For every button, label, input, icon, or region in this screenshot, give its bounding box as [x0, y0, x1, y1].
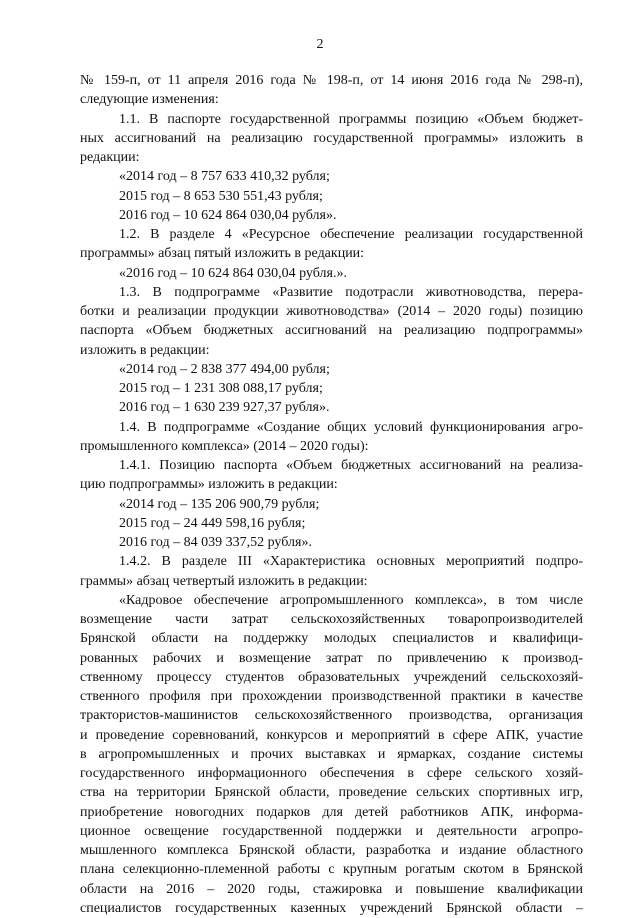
text-line: «2014 год – 135 206 900,79 рубля;	[119, 496, 320, 512]
text-line: 2016 год – 10 624 864 030,04 рубля».	[119, 207, 337, 223]
text-line: 2016 год – 1 630 239 927,37 рубля».	[119, 400, 330, 416]
document-body	[80, 71, 583, 918]
text-line: ных ассигнований на реализацию государственной программы» изложить в	[80, 130, 583, 146]
text-line: ства на территории Брянской области, проведение сельских спортивных игр,	[80, 785, 583, 801]
text-line: плана селекционно-племенной работы с крупным рогатым скотом в Брянской	[80, 862, 583, 878]
text-line: 1.3. В подпрограмме «Развитие подотрасли животноводства, перера-	[119, 284, 583, 300]
text-line: рованных рабочих и возмещение затрат по привлечению к производ-	[80, 650, 583, 666]
text-line: 1.4.1. Позицию паспорта «Объем бюджетных ассигнований на реализа-	[119, 458, 583, 473]
text-line: промышленного комплекса» (2014 – 2020 годы):	[80, 438, 369, 454]
text-line: ционное освещение государственной поддержки и деятельности агропро-	[80, 823, 583, 839]
text-line: программы» абзац пятый изложить в редакции:	[80, 246, 365, 262]
text-line: мышленного комплекса Брянской области, разработка и издание областного	[80, 843, 583, 858]
text-line: 1.4.2. В разделе III «Характеристика основных мероприятий подпро-	[119, 554, 583, 570]
text-line: ственному процессу студентов образовательных учреждений сельскохозяй-	[80, 669, 583, 685]
text-line: области на 2016 – 2020 годы, стажировка и повышение квалификации	[80, 881, 583, 897]
text-line: 2015 год – 8 653 530 551,43 рубля;	[119, 188, 323, 204]
text-line: возмещение части затрат сельскохозяйственных товаропроизводителей	[80, 612, 583, 627]
text-line: 1.1. В паспорте государственной программы позицию «Объем бюджет-	[119, 111, 583, 127]
text-line: Брянской области на поддержку молодых специалистов и квалифици-	[80, 631, 583, 647]
text-line: изложить в редакции:	[80, 342, 210, 358]
text-line: № 159-п, от 11 апреля 2016 года № 198-п, от 14 июня 2016 года № 298-п),	[80, 73, 583, 88]
text-line: приобретение новогодних подарков для детей работников АПК, информа-	[80, 804, 583, 820]
text-line: 2016 год – 84 039 337,52 рубля».	[119, 535, 312, 550]
text-line: 2015 год – 1 231 308 088,17 рубля;	[119, 381, 323, 396]
text-line: и проведение соревнований, конкурсов и мероприятий в сфере АПК, участие	[80, 727, 583, 743]
text-line: «2014 год – 2 838 377 494,00 рубля;	[119, 361, 330, 377]
text-line: редакции:	[80, 150, 140, 165]
page-number: 2	[316, 37, 324, 52]
text-line: трактористов-машинистов сельскохозяйственного производства, организация	[80, 708, 583, 724]
text-line: 2015 год – 24 449 598,16 рубля;	[119, 515, 306, 531]
text-line: ботки и реализации продукции животноводства» (2014 – 2020 годы) позицию	[80, 304, 583, 319]
text-line: специалистов государственных казенных учреждений Брянской области –	[80, 900, 583, 916]
text-line: граммы» абзац четвертый изложить в редакции:	[80, 573, 368, 589]
text-line: следующие изменения:	[80, 92, 219, 108]
text-line: государственного информационного обеспечения в сфере сельского хозяй-	[80, 766, 583, 781]
text-line: паспорта «Объем бюджетных ассигнований на реализацию подпрограммы»	[80, 323, 583, 339]
text-line: ственного профиля при прохождении производственной практики в качестве	[80, 689, 583, 704]
text-line: «2014 год – 8 757 633 410,32 рубля;	[119, 169, 330, 185]
text-line: «Кадровое обеспечение агропромышленного комплекса», в том числе	[119, 592, 583, 608]
text-line: «2016 год – 10 624 864 030,04 рубля.».	[119, 265, 347, 281]
text-line: цию подпрограммы» изложить в редакции:	[80, 477, 338, 493]
text-line: в агропромышленных и прочих выставках и ярмарках, создание системы	[80, 746, 583, 762]
text-line: 1.2. В разделе 4 «Ресурсное обеспечение реализации государственной	[119, 227, 583, 242]
text-line: 1.4. В подпрограмме «Создание общих условий функционирования агро-	[119, 419, 583, 435]
